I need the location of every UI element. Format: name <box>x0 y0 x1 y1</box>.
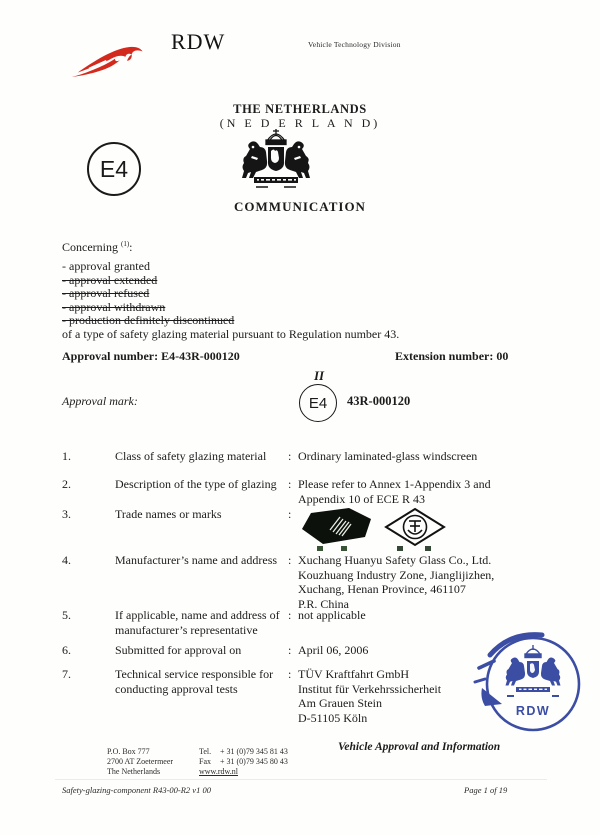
item-label: Description of the type of glazing <box>115 477 277 491</box>
concerning-heading: Concerning $^{(1)}$: <box>62 240 133 254</box>
footer-divider <box>55 779 547 780</box>
item-value: Xuchang Huanyu Safety Glass Co., Ltd. Kouzhuang Industry Zone, Jianglijizhen, Xuchang, Henan Province, 461107 P.R. China <box>298 553 495 611</box>
e4-approval-mark-large <box>87 142 141 196</box>
footer-department: Vehicle Approval and Information <box>338 741 501 753</box>
extension-number: Extension number: 00 <box>395 349 509 363</box>
footer-contact <box>199 747 288 777</box>
stamp-rdw-text: RDW <box>515 704 551 718</box>
option-approval-granted: - approval granted <box>62 259 150 273</box>
item-number: 7. <box>62 667 71 681</box>
netherlands-coat-of-arms-icon <box>240 125 312 199</box>
document-reference: Safety-glazing-component R43-00-R2 v1 00 <box>62 785 211 795</box>
rdw-swoosh-logo-icon <box>70 36 148 84</box>
country-title: THE NETHERLANDS <box>233 102 367 116</box>
item-value: Please refer to Annex 1-Appendix 3 and Appendix 10 of ECE R 43 <box>298 477 491 506</box>
approval-number: Approval number: E4-43R-000120 <box>62 349 240 363</box>
item-number: 3. <box>62 507 71 521</box>
item-number: 1. <box>62 449 71 463</box>
footer-website-link: www.rdw.nl <box>199 767 238 776</box>
trademark-hexagon-logo-icon <box>297 505 377 551</box>
item-label: Trade names or marks <box>115 507 222 521</box>
footer-address: P.O. Box 777 2700 AT Zoetermeer The Netherlands <box>107 747 174 776</box>
item-value: not applicable <box>298 608 366 622</box>
rdw-blue-stamp-icon <box>470 630 585 740</box>
concerning-options <box>62 260 234 328</box>
page-number: Page 1 of 19 <box>464 785 508 795</box>
item-label: Submitted for approval on <box>115 643 242 657</box>
item-number: 6. <box>62 643 71 657</box>
item-number: 5. <box>62 608 71 622</box>
footer-tel: Tel. + 31 (0)79 345 81 43 <box>199 747 288 756</box>
e4-approval-mark-small <box>299 384 337 422</box>
option-production-discontinued: - production definitely discontinued <box>62 313 235 328</box>
trademark-diamond-logo-icon <box>383 507 447 551</box>
approval-mark-class: II <box>314 368 325 383</box>
footer-fax: Fax + 31 (0)79 345 80 43 <box>199 757 288 766</box>
option-approval-withdrawn: - approval withdrawn <box>62 299 166 314</box>
item-value: Ordinary laminated-glass windscreen <box>298 449 478 463</box>
item-label: If applicable, name and address of manufacturer’s representative <box>115 608 280 637</box>
brand-title: RDW <box>171 29 226 54</box>
e4-mark-text: E4 <box>99 155 129 182</box>
subject-line: of a type of safety glazing material pursuant to Regulation number 43. <box>62 327 400 341</box>
item-value: April 06, 2006 <box>298 643 369 657</box>
option-approval-extended: - approval extended <box>62 272 158 287</box>
option-approval-refused: - approval refused <box>62 286 150 301</box>
item-label: Class of safety glazing material <box>115 449 267 463</box>
approval-mark-label: Approval mark: <box>62 394 138 408</box>
approval-mark-code: 43R-000120 <box>347 394 411 408</box>
division-subtitle: Vehicle Technology Division <box>308 40 401 49</box>
e4-mark-small-text: E4 <box>308 394 328 412</box>
item-label: Technical service responsible for conducting approval tests <box>115 667 274 696</box>
certificate-page: RDW Vehicle Technology Division THE NETHERLANDS (N E D E R L A N D) E4 COMMUNICATION Concerning $^{(1)}$: - approval granted - approval extended - approval refused - approval withdrawn - production definitely discontinued of a type of safety glazing material pursuant to Regulation number 43. Approval number: E4-43R-000120 Extension number: 00 Approval mark: II E4 43R-000120 1. Class of safety glazing material : Ordinary laminated-glass windscreen 2. Description of the type of glazing : Please refer to Annex 1-Appendix 3 and Appendix 10 of ECE R 43 3. Trade names or marks : 4. Manufacturer’s name and address : Xuchang Huanyu Safety Glass Co., Ltd. Kouzhuang Industry Zone, Jianglijizhen, Xuchang, Henan Province, 461107 P.R. China 5. If applicable, name and address of manufacturer’s representative : not applicable 6. Submitted for approval on : April 06, 2006 7. Technical service responsible for conducting approval tests : TÜV Kraftfahrt GmbH Institut für Verkehrssicherheit Am Grauen Stein D-51105 Köln RDW Vehicle Approval and Information P.O. Box 777 2700 AT Zoetermeer The Netherlands Tel. + 31 (0)79 345 81 43 Fax + 31 (0)79 345 80 43 www.rdw.nl Safety-glazing-component R43-00-R2 v1 00 Page 1 of 19 <box>0 0 600 835</box>
item-label: Manufacturer’s name and address <box>115 553 278 567</box>
item-number: 4. <box>62 553 71 567</box>
country-native-title: (N E D E R L A N D) <box>219 116 381 130</box>
document-title: COMMUNICATION <box>234 199 366 214</box>
item-number: 2. <box>62 477 71 491</box>
item-value: TÜV Kraftfahrt GmbH Institut für Verkehrssicherheit Am Grauen Stein D-51105 Köln <box>298 667 442 725</box>
footnote-ref: (1) <box>121 240 130 248</box>
